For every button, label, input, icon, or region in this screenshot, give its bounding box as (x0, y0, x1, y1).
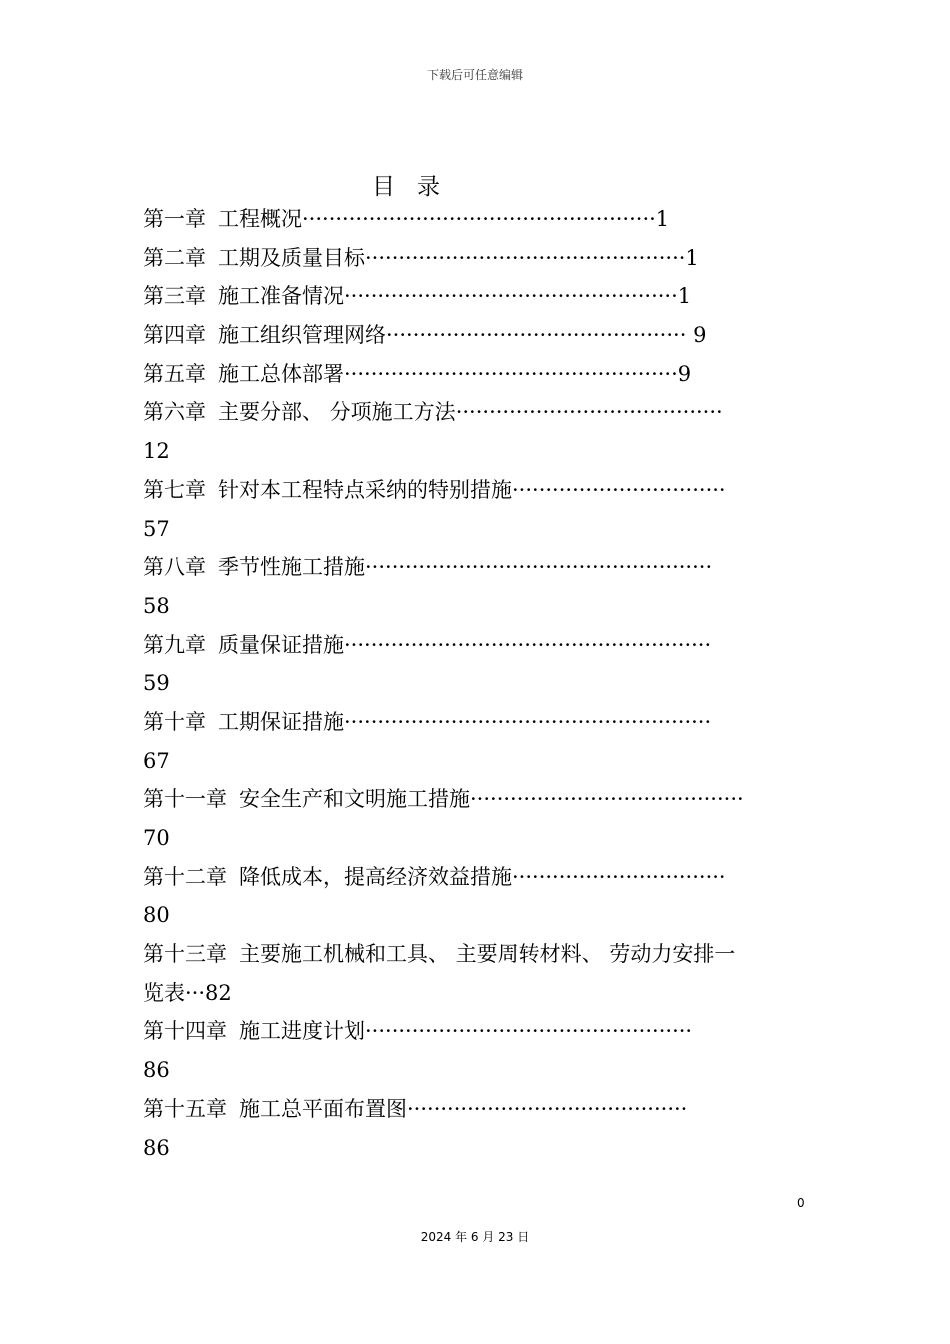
toc-chapter-label: 第十一章 (143, 787, 227, 812)
toc-chapter-label: 第九章 (143, 632, 206, 657)
page-number: 0 (797, 1196, 805, 1210)
toc-page-number: 9 (686, 323, 707, 348)
toc-page-number: 1 (677, 284, 692, 309)
toc-title-text: 施工总平面布置图 (239, 1096, 407, 1121)
toc-chapter-label: 第三章 (143, 284, 206, 309)
toc-chapter-label: 第八章 (143, 555, 206, 580)
toc-dot-leader: ········································ (455, 400, 723, 425)
toc-title-text: 施工准备情况 (218, 284, 344, 309)
toc-title-text: 针对本工程特点采纳的特别措施 (218, 477, 512, 502)
toc-chapter-label: 第一章 (143, 207, 206, 231)
toc-page-number: 9 (677, 361, 692, 386)
toc-page-number: 57 (143, 516, 170, 541)
toc-entry (143, 896, 805, 935)
toc-entry (143, 548, 805, 587)
toc-title-text: 览表 (143, 980, 185, 1005)
toc-dot-leader: ···················································· (365, 555, 713, 580)
toc-title-text: 施工组织管理网络 (218, 323, 386, 348)
toc-page-number: 70 (143, 826, 170, 850)
table-of-contents (143, 200, 805, 1167)
toc-dot-leader: ······················································· (344, 632, 712, 657)
toc-chapter-label: 第七章 (143, 477, 206, 502)
toc-chapter-label: 第十五章 (143, 1096, 227, 1121)
toc-page-number: 1 (655, 207, 670, 231)
toc-title-text: 主要分部、 分项施工方法 (218, 400, 456, 425)
toc-title-text: 安全生产和文明施工措施 (239, 787, 470, 812)
toc-entry (143, 819, 805, 858)
toc-chapter-label: 第十三章 (143, 942, 227, 967)
toc-chapter-label: 第四章 (143, 323, 206, 348)
toc-page-number: 1 (685, 245, 699, 270)
toc-dot-leader: ··· (185, 980, 206, 1005)
header-note: 下载后可任意编辑 (426, 68, 523, 82)
toc-entry (143, 974, 805, 1013)
toc-entry (143, 780, 805, 819)
toc-dot-leader: ······················································· (344, 709, 712, 734)
toc-entry (143, 200, 805, 239)
toc-title-text: 工程概况 (218, 207, 302, 231)
toc-entry (143, 432, 805, 471)
toc-dot-leader: ········································· (470, 787, 744, 812)
toc-entry (143, 355, 805, 394)
toc-dot-leader: ·················································· (344, 361, 678, 386)
toc-page-number: 67 (143, 748, 170, 773)
toc-dot-leader: ····················································· (302, 207, 656, 231)
toc-title-text: 质量保证措施 (218, 632, 344, 657)
toc-title-text: 降低成本，提高经济效益措施 (239, 864, 512, 889)
toc-entry (143, 239, 805, 278)
toc-dot-leader: ································ (512, 864, 726, 889)
toc-page-number: 59 (143, 671, 170, 696)
toc-entry (143, 703, 805, 742)
toc-title-text: 季节性施工措施 (218, 555, 365, 580)
toc-entry (143, 510, 805, 549)
toc-entry (143, 1051, 805, 1090)
toc-title-text: 施工进度计划 (239, 1019, 365, 1044)
toc-chapter-label: 第十四章 (143, 1019, 227, 1044)
toc-page-number: 12 (143, 439, 170, 464)
footer-date: 2024 年 6 月 23 日 (420, 1230, 530, 1244)
toc-title: 目录 (372, 174, 462, 200)
toc-title-text: 工期保证措施 (218, 709, 344, 734)
toc-entry (143, 587, 805, 626)
toc-dot-leader: ·················································· (344, 284, 678, 309)
toc-page-number: 82 (205, 980, 232, 1005)
toc-dot-leader: ················································· (365, 1019, 693, 1044)
toc-chapter-label: 第六章 (143, 400, 206, 425)
toc-page-number: 58 (143, 593, 170, 618)
toc-entry (143, 858, 805, 897)
toc-entry (143, 393, 805, 432)
toc-title-text: 施工总体部署 (218, 361, 344, 386)
toc-entry (143, 626, 805, 665)
toc-chapter-label: 第十二章 (143, 864, 227, 889)
toc-page-number: 86 (143, 1058, 170, 1083)
toc-entry (143, 664, 805, 703)
toc-dot-leader: ················································ (365, 245, 686, 270)
toc-dot-leader: ································ (512, 477, 726, 502)
toc-entry (143, 1090, 805, 1129)
toc-entry (143, 1129, 805, 1168)
toc-dot-leader: ·········································· (407, 1096, 688, 1121)
toc-chapter-label: 第十章 (143, 709, 206, 734)
toc-chapter-label: 第二章 (143, 245, 206, 270)
toc-entry (143, 471, 805, 510)
toc-entry (143, 935, 805, 974)
toc-entry (143, 1012, 805, 1051)
toc-title-text: 工期及质量目标 (218, 245, 365, 270)
toc-entry (143, 742, 805, 781)
toc-entry (143, 277, 805, 316)
toc-entry (143, 316, 805, 355)
toc-title-text: 主要施工机械和工具、 主要周转材料、 劳动力安排一 (239, 942, 736, 967)
toc-chapter-label: 第五章 (143, 361, 206, 386)
toc-dot-leader: ············································· (386, 323, 687, 348)
toc-page-number: 86 (143, 1135, 170, 1160)
toc-page-number: 80 (143, 903, 170, 928)
